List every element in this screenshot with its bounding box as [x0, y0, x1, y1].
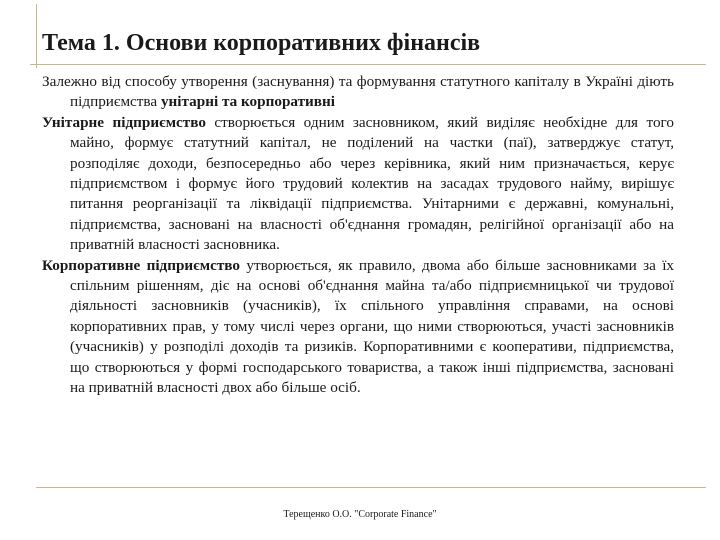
corporate-text: утворюється, як правило, двома або більше засновниками за їх спільним рішенням, діє на основі об'єднання майна та/або підприємницької чи трудової діяльності засновників (учасників), їх спільного управління справами, на основі корпоративних прав, у тому числі через органи, що ними створюються, участі засновників (учасників) у розподілі доходів та ризиків. Корпоративними є кооперативи, підприємства, що створюються у формі господарського товариства, а також інші підприємства, засновані на приватній власності двох або більше осіб. [70, 256, 675, 397]
slide-body [42, 72, 674, 399]
title-divider [30, 64, 706, 65]
title-accent-line [36, 4, 37, 68]
corporate-term: Корпоративне підприємство [42, 256, 240, 274]
unitary-paragraph [42, 113, 674, 256]
intro-emphasis: унітарні та корпоративні [160, 93, 335, 111]
intro-text: Залежно від способу утворення (заснування) та формування статутного капіталу в Україні діють підприємства [42, 73, 674, 111]
unitary-text: створюється одним засновником, який виділяє необхідне для того майно, формує статутний капітал, не поділений на частки (паї), затверджує статут, розподіляє доходи, безпосередньо або через керівника, який ним призначається, керує підприємством і формує його трудовий колектив на засадах трудового найму, вирішує питання реорганізації та ліквідації підприємства. Унітарними є державні, комунальні, підприємства, засновані на власності об'єднання громадян, релігійної організації або на приватній власності засновника. [70, 113, 674, 254]
corporate-paragraph [42, 256, 674, 399]
slide-footer: Терещенко О.О. "Corporate Finance" [283, 509, 437, 520]
slide-title: Тема 1. Основи корпоративних фінансів [42, 30, 481, 56]
unitary-term: Унітарне підприємство [42, 113, 206, 131]
intro-paragraph [42, 72, 674, 113]
footer-divider [36, 487, 706, 488]
